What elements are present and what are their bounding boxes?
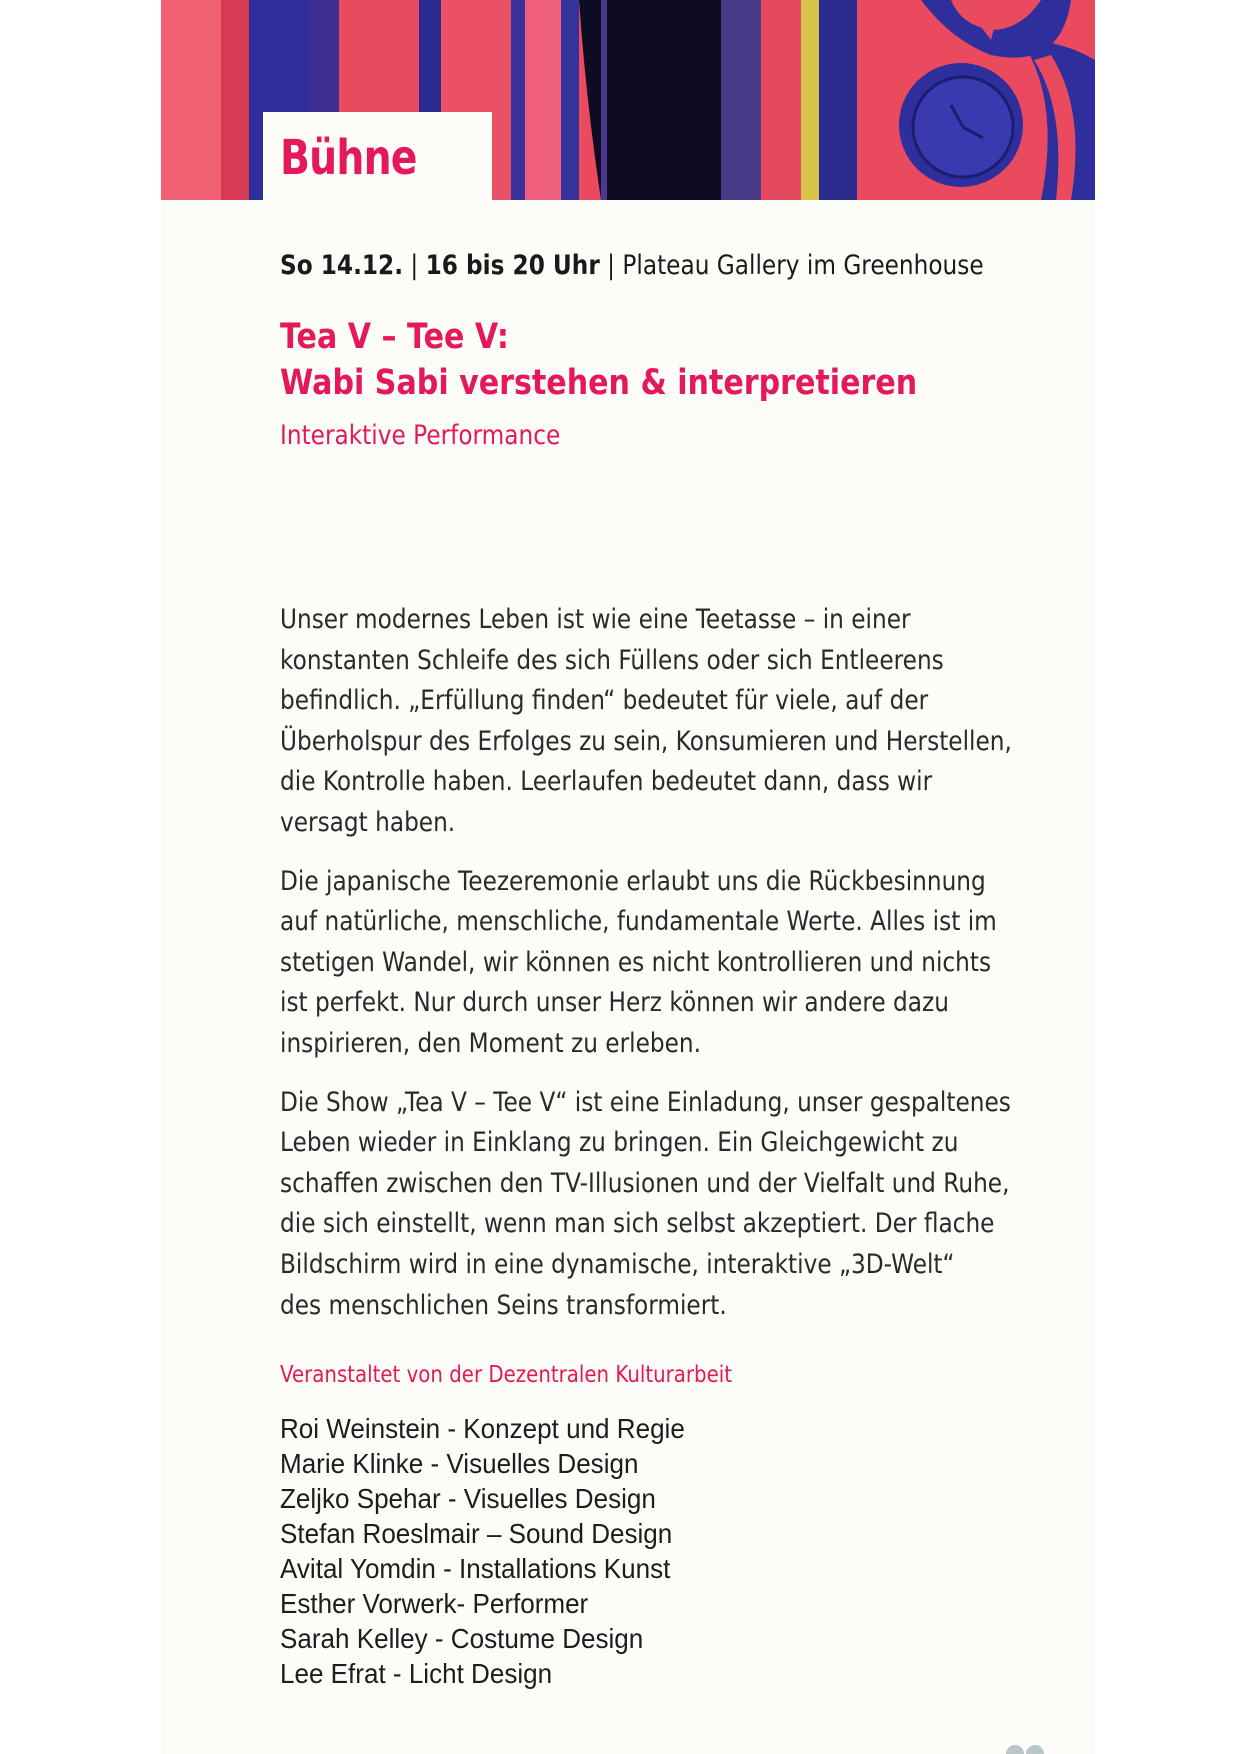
credit-item: Lee Efrat - Licht Design [280,1658,553,1689]
description-paragraph [280,862,1024,1065]
event-description [280,600,1024,1344]
credit-item: Roi Weinstein - Konzept und Regie [280,1413,685,1444]
section-tab [263,112,492,200]
credits-list [280,1411,715,1691]
text-line: Unser modernes Leben ist wie eine Teetasse – in einer [280,604,911,635]
meta-separator: | [607,250,615,281]
event-meta [280,250,984,281]
organizer-note: Veranstaltet von der Dezentralen Kulturarbeit [280,1362,733,1388]
text-line: Leben wieder in Einklang zu bringen. Ein Gleichgewicht zu [280,1127,959,1159]
text-line: konstanten Schleife des sich Füllens oder sich Entleerens [280,644,944,676]
corner-decoration-icon [1001,1738,1051,1754]
text-line: Die Show „Tea V – Tee V“ ist eine Einladung, unser gespaltenes [280,1086,1011,1118]
event-date: So 14.12. [280,250,404,281]
text-line: schaffen zwischen den TV-Illusionen und der Vielfalt und Ruhe, [280,1167,1010,1199]
text-line: Bildschirm wird in eine dynamische, interaktive „3D-Welt“ [280,1248,955,1280]
credit-item: Marie Klinke - Visuelles Design [280,1448,639,1479]
event-venue: Plateau Gallery im Greenhouse [622,250,984,281]
text-line: versagt haben. [280,806,456,838]
text-line: Die japanische Teezeremonie erlaubt uns die Rückbesinnung [280,865,986,897]
text-line: inspirieren, den Moment zu erleben. [280,1027,701,1059]
text-line: befindlich. „Erfüllung finden“ bedeutet für viele, auf der [280,685,929,717]
text-line: Überholspur des Erfolges zu sein, Konsumieren und Herstellen, [280,725,1012,757]
credit-item: Stefan Roeslmair – Sound Design [280,1518,673,1549]
credit-item: Sarah Kelley - Costume Design [280,1623,644,1654]
text-line: ist perfekt. Nur durch unser Herz können wir andere dazu [280,987,949,1019]
credit-item: Avital Yomdin - Installations Kunst [280,1553,671,1584]
text-line: die sich einstellt, wenn man sich selbst akzeptiert. Der flache [280,1208,995,1240]
meta-separator: | [410,250,419,281]
description-paragraph [280,1083,1024,1327]
title-line: Wabi Sabi verstehen & interpretieren [280,363,918,403]
credit-item: Zeljko Spehar - Visuelles Design [280,1483,656,1514]
credit-item: Esther Vorwerk- Performer [280,1588,589,1619]
text-line: stetigen Wandel, wir können es nicht kontrollieren und nichts [280,946,992,978]
text-line: des menschlichen Seins transformiert. [280,1289,727,1321]
description-paragraph [280,600,1024,844]
text-line: die Kontrolle haben. Leerlaufen bedeutet dann, dass wir [280,766,933,798]
event-time: 16 bis 20 Uhr [425,250,600,281]
event-title [280,314,917,406]
text-line: auf natürliche, menschliche, fundamentale Werte. Alles ist im [280,906,997,938]
section-label: Bühne [280,130,417,186]
event-subtitle: Interaktive Performance [280,420,561,451]
title-line: Tea V – Tee V: [280,317,509,357]
program-card [161,0,1095,1754]
